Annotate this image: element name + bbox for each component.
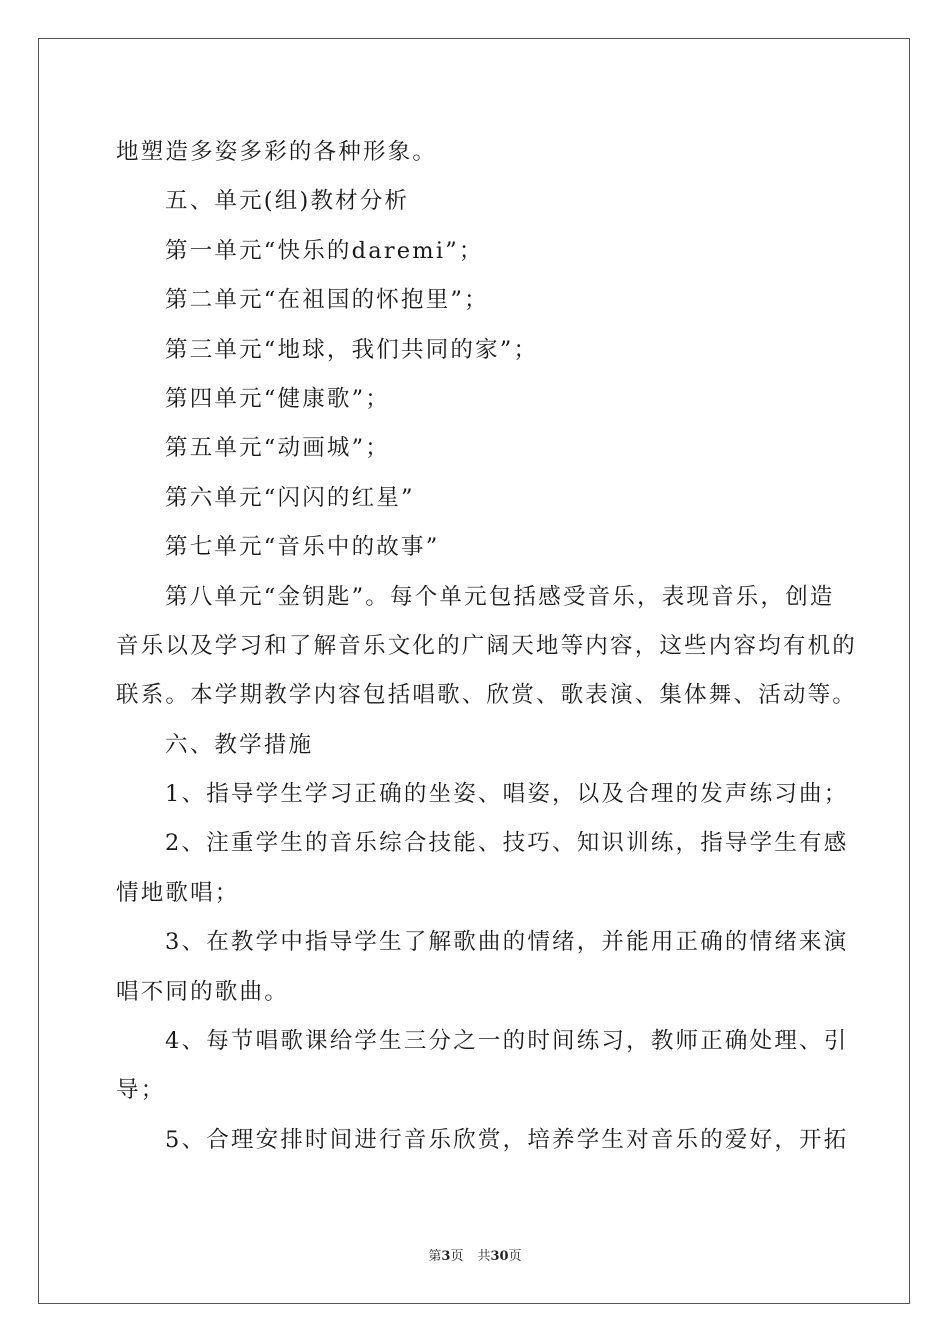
footer-page-number: 3	[441, 1249, 451, 1264]
list-item: 第二单元“在祖国的怀抱里”；	[165, 287, 489, 314]
list-item: 第三单元“地球，我们共同的家”；	[165, 336, 539, 363]
list-item: 第四单元“健康歌”；	[165, 385, 391, 412]
footer-total-prefix: 共	[477, 1249, 491, 1264]
paragraph-line: 1、指导学生学习正确的坐姿、唱姿，以及合理的发声练习曲；	[165, 781, 849, 808]
paragraph-line: 3、在教学中指导学生了解歌曲的情绪，并能用正确的情绪来演	[165, 929, 849, 956]
list-item: 第一单元“快乐的daremi”；	[165, 237, 484, 264]
paragraph-line: 情地歌唱；	[116, 879, 240, 906]
paragraph-line: 音乐以及学习和了解音乐文化的广阔天地等内容，这些内容均有机的	[116, 632, 858, 659]
paragraph-line: 导；	[116, 1077, 166, 1104]
paragraph-line: 地塑造多姿多彩的各种形象。	[116, 139, 438, 165]
section-heading: 五、单元(组)教材分析	[165, 188, 410, 215]
paragraph-line: 联系。本学期教学内容包括唱歌、欣赏、歌表演、集体舞、活动等。	[116, 682, 858, 709]
paragraph-line: 第八单元“金钥匙”。每个单元包括感受音乐，表现音乐，创造	[165, 583, 835, 610]
footer-page-prefix: 第	[428, 1249, 442, 1264]
footer-total-suffix: 页	[508, 1249, 522, 1264]
section-heading: 六、教学措施	[165, 731, 314, 758]
page-footer	[0, 1245, 950, 1264]
list-item: 第五单元“动画城”；	[165, 435, 391, 462]
list-item: 第七单元“音乐中的故事”	[165, 534, 440, 561]
footer-page-suffix: 页	[450, 1249, 464, 1264]
paragraph-line: 唱不同的歌曲。	[116, 978, 289, 1005]
footer-total-pages: 30	[490, 1249, 509, 1264]
document-body	[116, 128, 858, 1165]
paragraph-line: 2、注重学生的音乐综合技能、技巧、知识训练，指导学生有感	[165, 830, 849, 857]
paragraph-line: 4、每节唱歌课给学生三分之一的时间练习，教师正确处理、引	[165, 1028, 849, 1055]
paragraph-line: 5、合理安排时间进行音乐欣赏，培养学生对音乐的爱好，开拓	[165, 1126, 849, 1153]
list-item: 第六单元“闪闪的红星”	[165, 484, 415, 511]
